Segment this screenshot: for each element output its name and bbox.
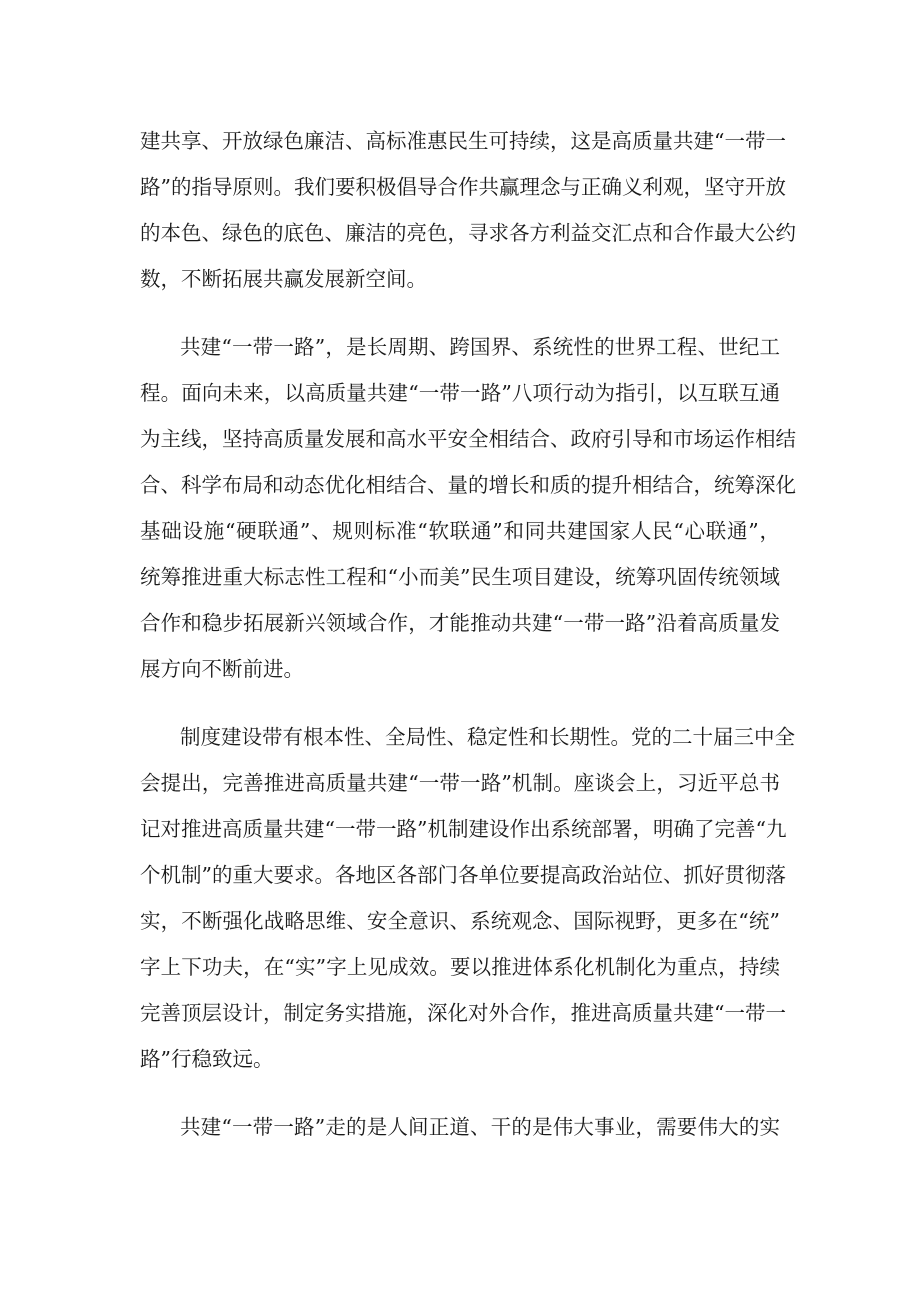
text-line: 字上下功夫，在“实”字上见成效。要以推进体系化机制化为重点，持续 [140, 955, 780, 979]
text-line: 实，不断强化战略思维、安全意识、系统观念、国际视野，更多在“统” [140, 909, 780, 933]
text-line: 程。面向未来，以高质量共建“一带一路”八项行动为指引，以互联互通 [140, 381, 780, 405]
text-line: 路”行稳致远。 [140, 1047, 274, 1071]
text-line: 合作和稳步拓展新兴领域合作，才能推动共建“一带一路”沿着高质量发 [140, 611, 780, 635]
text-line: 的本色、绿色的底色、廉洁的亮色，寻求各方利益交汇点和合作最大公约 [140, 221, 796, 245]
text-line: 建共享、开放绿色廉洁、高标准惠民生可持续，这是高质量共建“一带一 [140, 129, 786, 153]
text-line: 展方向不断前进。 [140, 657, 304, 681]
text-line: 完善顶层设计，制定务实措施，深化对外合作，推进高质量共建“一带一 [140, 1001, 786, 1025]
text-line: 统筹推进重大标志性工程和“小而美”民生项目建设，统筹巩固传统领域 [140, 565, 780, 589]
text-line: 基础设施“硬联通”、规则标准“软联通”和同共建国家人民“心联通”， [140, 519, 780, 543]
text-line: 记对推进高质量共建“一带一路”机制建设作出系统部署，明确了完善“九 [140, 817, 787, 841]
text-line: 制度建设带有根本性、全局性、稳定性和长期性。党的二十届三中全 [180, 725, 795, 749]
text-line: 为主线，坚持高质量发展和高水平安全相结合、政府引导和市场运作相结 [140, 427, 796, 451]
text-line: 共建“一带一路”走的是人间正道、干的是伟大事业，需要伟大的实 [180, 1115, 780, 1139]
text-line: 个机制”的重大要求。各地区各部门各单位要提高政治站位、抓好贯彻落 [140, 863, 786, 887]
text-line: 共建“一带一路”，是长周期、跨国界、系统性的世界工程、世纪工 [180, 335, 780, 359]
text-line: 会提出，完善推进高质量共建“一带一路”机制。座谈会上，习近平总书 [140, 771, 780, 795]
text-line: 数，不断拓展共赢发展新空间。 [140, 267, 427, 291]
text-line: 路”的指导原则。我们要积极倡导合作共赢理念与正确义利观，坚守开放 [140, 175, 786, 199]
text-line: 合、科学布局和动态优化相结合、量的增长和质的提升相结合，统筹深化 [140, 473, 796, 497]
